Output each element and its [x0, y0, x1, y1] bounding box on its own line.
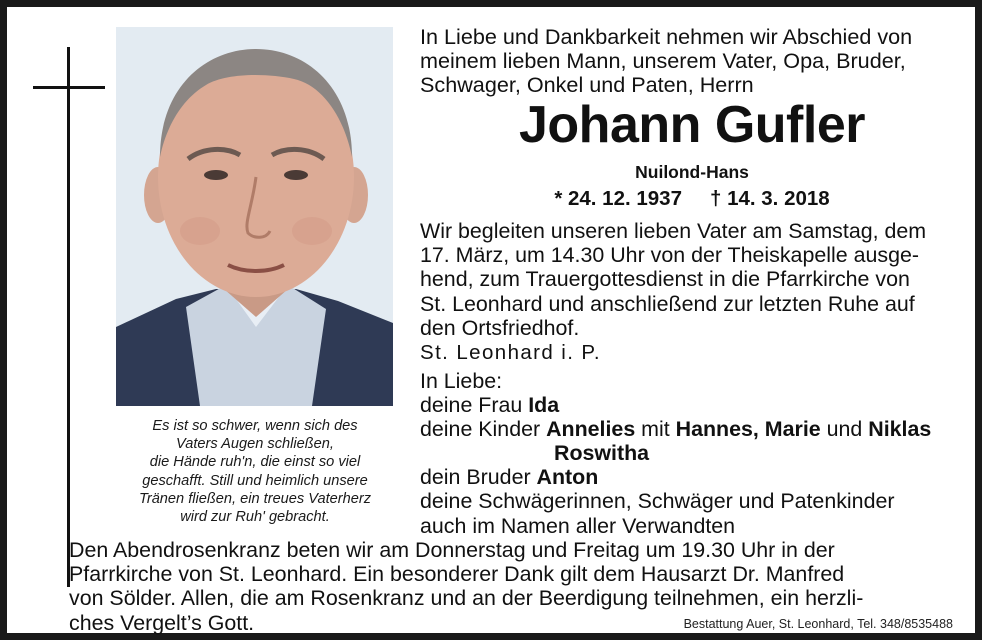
life-dates: [407, 185, 977, 213]
mourner-wife: [420, 393, 968, 417]
funeral-line: 17. März, um 14.30 Uhr von der Theiskapelle ausge-: [420, 243, 919, 268]
funeral-line: hend, zum Trauergottesdienst in die Pfarrkirche von: [420, 267, 910, 292]
mourner-label: dein Bruder: [420, 465, 537, 490]
funeral-line: St. Leonhard und anschließend zur letzten Ruhe auf: [420, 291, 915, 316]
undertaker-credit: Bestattung Auer, St. Leonhard, Tel. 348/8535488: [683, 617, 953, 631]
mourner-relatives: auch im Namen aller Verwandten: [420, 513, 736, 538]
mourner-name: Hannes, Marie: [675, 417, 821, 442]
footer-line: ches Vergelt’s Gott.: [69, 610, 255, 635]
funeral-line: den Ortsfriedhof.: [420, 315, 580, 340]
mourner-in-laws: deine Schwägerinnen, Schwäger und Patenkinder: [420, 489, 895, 514]
poem-line: wird zur Ruh' gebracht.: [180, 509, 330, 526]
footer-line: Den Abendrosenkranz beten wir am Donnerstag und Freitag um 19.30 Uhr in der: [69, 538, 835, 562]
funeral-info: [420, 219, 968, 340]
mourner-label: deine Kinder: [420, 417, 547, 442]
mourner-brother: [420, 465, 968, 489]
poem-line: Es ist so schwer, wenn sich des: [152, 418, 358, 434]
poem-line: geschafft. Still und heimlich unsere: [142, 472, 368, 489]
footer-line: Pfarrkirche von St. Leonhard. Ein besonderer Dank gilt dem Hausarzt Dr. Manfred: [69, 562, 845, 587]
birth-date: * 24. 12. 1937: [554, 187, 682, 210]
mourner-name: Anton: [536, 465, 599, 490]
mourner-name: Ida: [528, 393, 560, 418]
poem-line: Tränen fließen, ein treues Vaterherz: [139, 490, 371, 507]
intro-text: [420, 25, 968, 97]
intro-line: Schwager, Onkel und Paten, Herrn: [420, 72, 754, 97]
footer-line: von Sölder. Allen, die am Rosenkranz und an der Beerdigung teilnehmen, ein herzli-: [69, 586, 864, 611]
intro-line: meinem lieben Mann, unserem Vater, Opa, Bruder,: [420, 48, 906, 73]
place-of-residence: St. Leonhard i. P.: [420, 341, 601, 364]
deceased-name: Johann Gufler: [519, 96, 865, 154]
funeral-line: Wir begleiten unseren lieben Vater am Samstag, dem: [420, 219, 927, 243]
mourner-name: Niklas: [868, 417, 932, 442]
mourner-connector: und: [820, 417, 869, 442]
mourner-label: deine Frau: [420, 393, 529, 418]
mourners-list: [420, 369, 968, 538]
memorial-poem: [107, 417, 403, 526]
deceased-nickname: Nuilond-Hans: [635, 162, 749, 182]
cross-icon: [33, 47, 105, 587]
mourners-heading: In Liebe:: [420, 369, 503, 393]
mourner-children: [420, 417, 968, 441]
portrait-photo: [116, 27, 393, 406]
mourner-name: Roswitha: [554, 441, 650, 466]
poem-line: die Hände ruh'n, die einst so viel: [149, 454, 361, 471]
poem-line: Vaters Augen schließen,: [176, 436, 334, 453]
mourner-child2: [420, 441, 968, 465]
mourner-name: Annelies: [546, 417, 636, 442]
intro-line: In Liebe und Dankbarkeit nehmen wir Abschied von: [420, 24, 913, 49]
mourner-connector: mit: [635, 417, 676, 442]
death-date: † 14. 3. 2018: [709, 187, 830, 210]
